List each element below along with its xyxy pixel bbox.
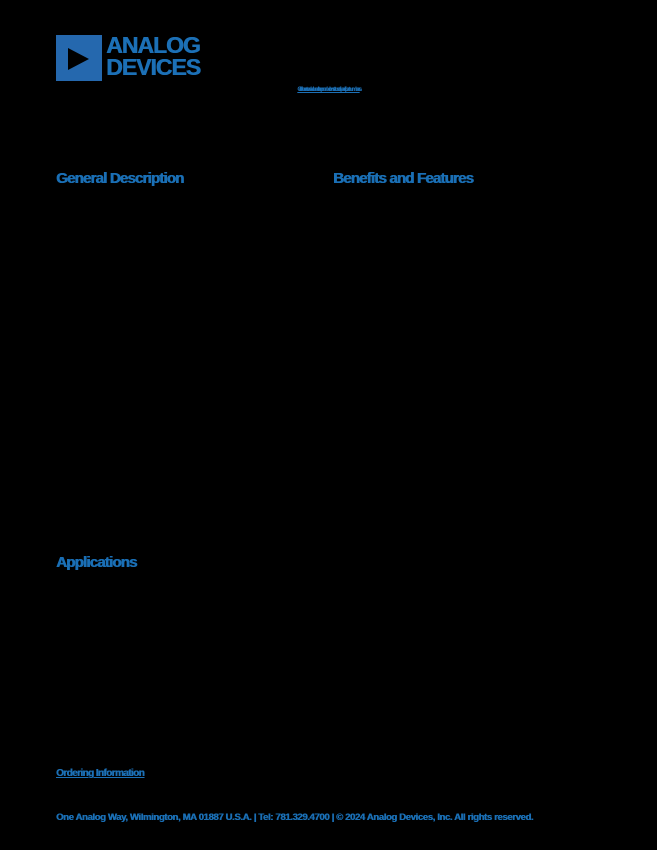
applications-heading: Applications [56,554,137,571]
production-status-link[interactable]: Click here to ask about the production status of specific part numbers. [297,86,360,93]
footer-address-line: One Analog Way, Wilmington, MA 01887 U.S.A. | Tel: 781.329.4700 | © 2024 Analog Devices, Inc. All rights reserved. [56,812,534,823]
general-description-heading: General Description [56,170,184,187]
brand-line-devices: DEVICES [106,54,200,80]
benefits-and-features-heading: Benefits and Features [333,170,473,187]
brand-line-analog: ANALOG [106,32,200,58]
analog-devices-logo-icon [56,35,102,81]
analog-devices-wordmark [106,34,200,78]
play-triangle-icon [56,35,102,81]
ordering-information-link[interactable]: Ordering Information [56,768,145,779]
